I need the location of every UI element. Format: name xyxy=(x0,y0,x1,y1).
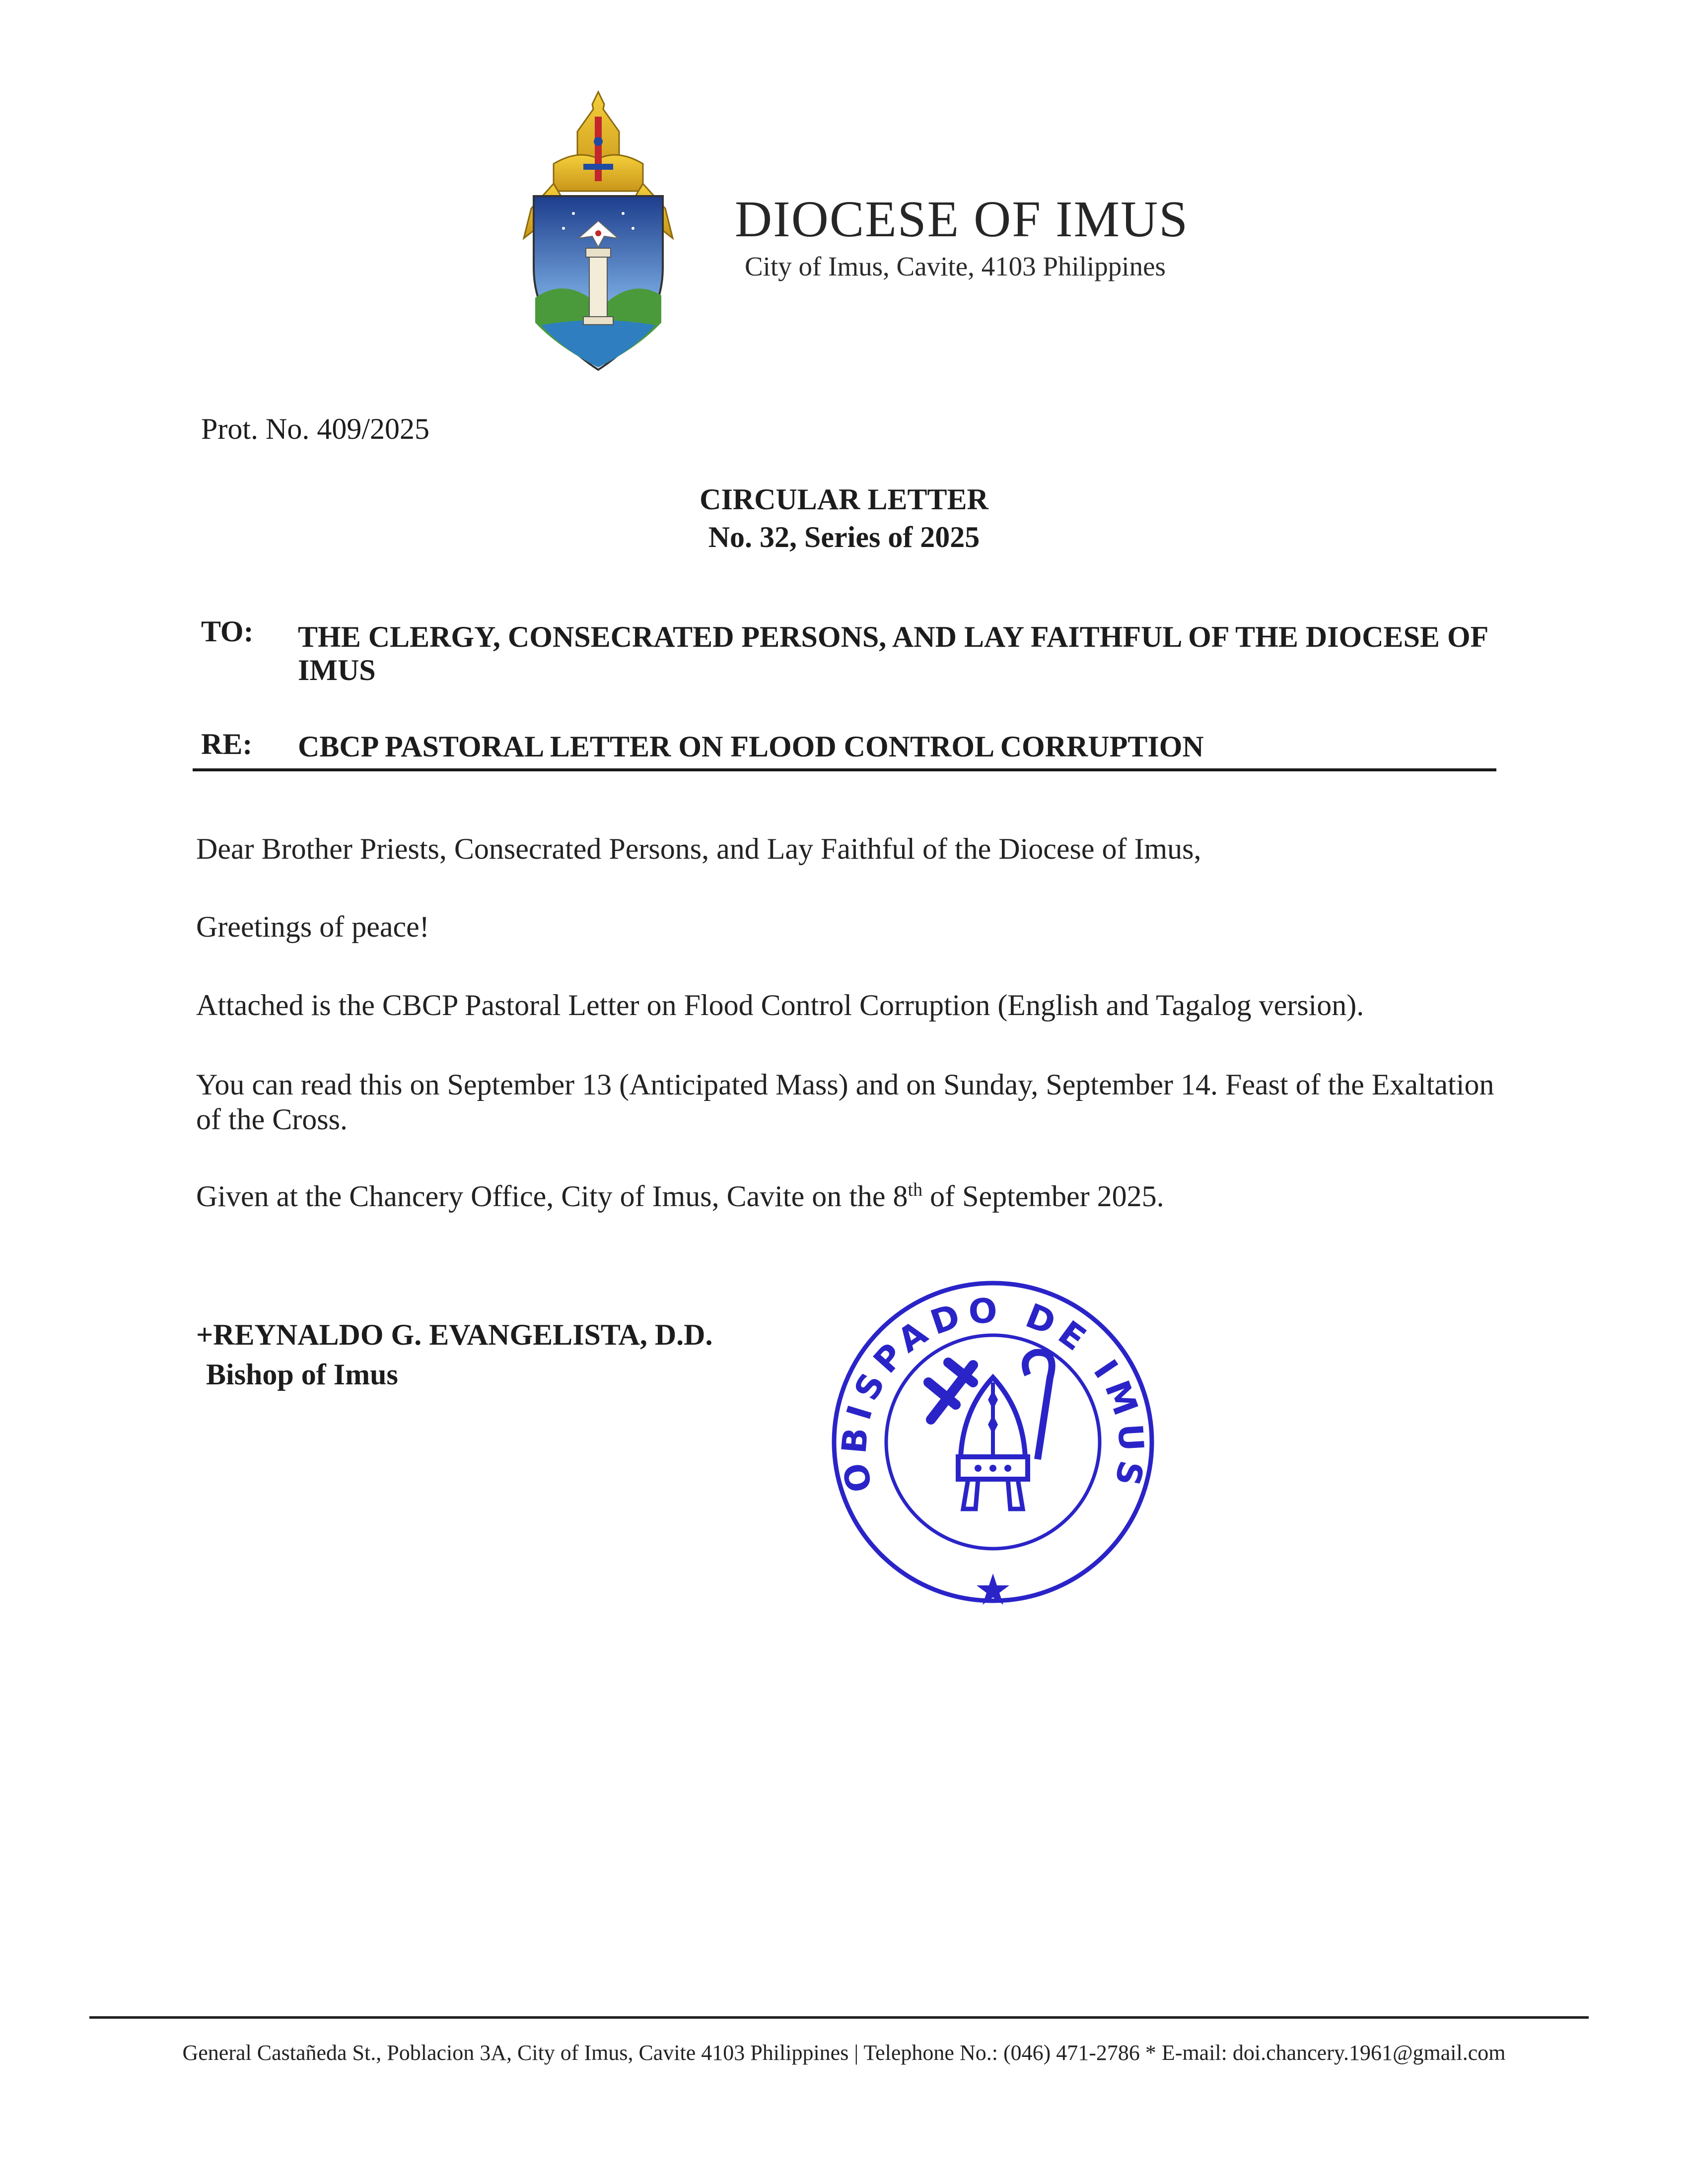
given-ordinal: th xyxy=(908,1179,923,1200)
subject-divider xyxy=(193,768,1496,771)
body-paragraph-attached: Attached is the CBCP Pastoral Letter on Flood Control Corruption (English and Tagalog version). xyxy=(196,989,1364,1022)
re-subject: CBCP PASTORAL LETTER ON FLOOD CONTROL CORRUPTION xyxy=(298,730,1204,763)
org-address: City of Imus, Cavite, 4103 Philippines xyxy=(745,251,1166,281)
diocesan-seal-stamp-icon xyxy=(824,1276,1162,1608)
to-recipients: THE CLERGY, CONSECRATED PERSONS, AND LAY FAITHFUL OF THE DIOCESE OF IMUS xyxy=(298,620,1488,687)
greeting: Greetings of peace! xyxy=(196,910,429,943)
re-label: RE: xyxy=(201,728,253,760)
signatory-title: Bishop of Imus xyxy=(206,1358,398,1391)
svg-text:OBISPADO DE IMUS: OBISPADO DE IMUS xyxy=(835,1291,1151,1496)
footer-divider xyxy=(89,2016,1589,2019)
given-at-line xyxy=(196,1179,1507,1214)
footer-contact: General Castañeda St., Poblacion 3A, City of Imus, Cavite 4103 Philippines | Telephone No.: (046) 471-2786 * E-mail: doi.chancery.1961@gmail.com xyxy=(182,2041,1506,2065)
protocol-number: Prot. No. 409/2025 xyxy=(201,412,430,445)
body-paragraph-schedule: You can read this on September 13 (Anticipated Mass) and on Sunday, September 14. Feast of the Exaltation of the Cross. xyxy=(196,1068,1494,1136)
to-label: TO: xyxy=(201,615,254,648)
salutation: Dear Brother Priests, Consecrated Persons, and Lay Faithful of the Diocese of Imus, xyxy=(196,832,1201,865)
diocesan-crest-icon xyxy=(504,89,693,375)
circular-title: CIRCULAR LETTER xyxy=(700,483,988,516)
signatory-name: +REYNALDO G. EVANGELISTA, D.D. xyxy=(196,1318,713,1351)
org-name: DIOCESE OF IMUS xyxy=(735,191,1189,248)
circular-number: No. 32, Series of 2025 xyxy=(708,521,980,553)
given-text: Given at the Chancery Office, City of Imus, Cavite on the 8 xyxy=(196,1180,908,1213)
given-date: of September 2025. xyxy=(922,1180,1164,1213)
